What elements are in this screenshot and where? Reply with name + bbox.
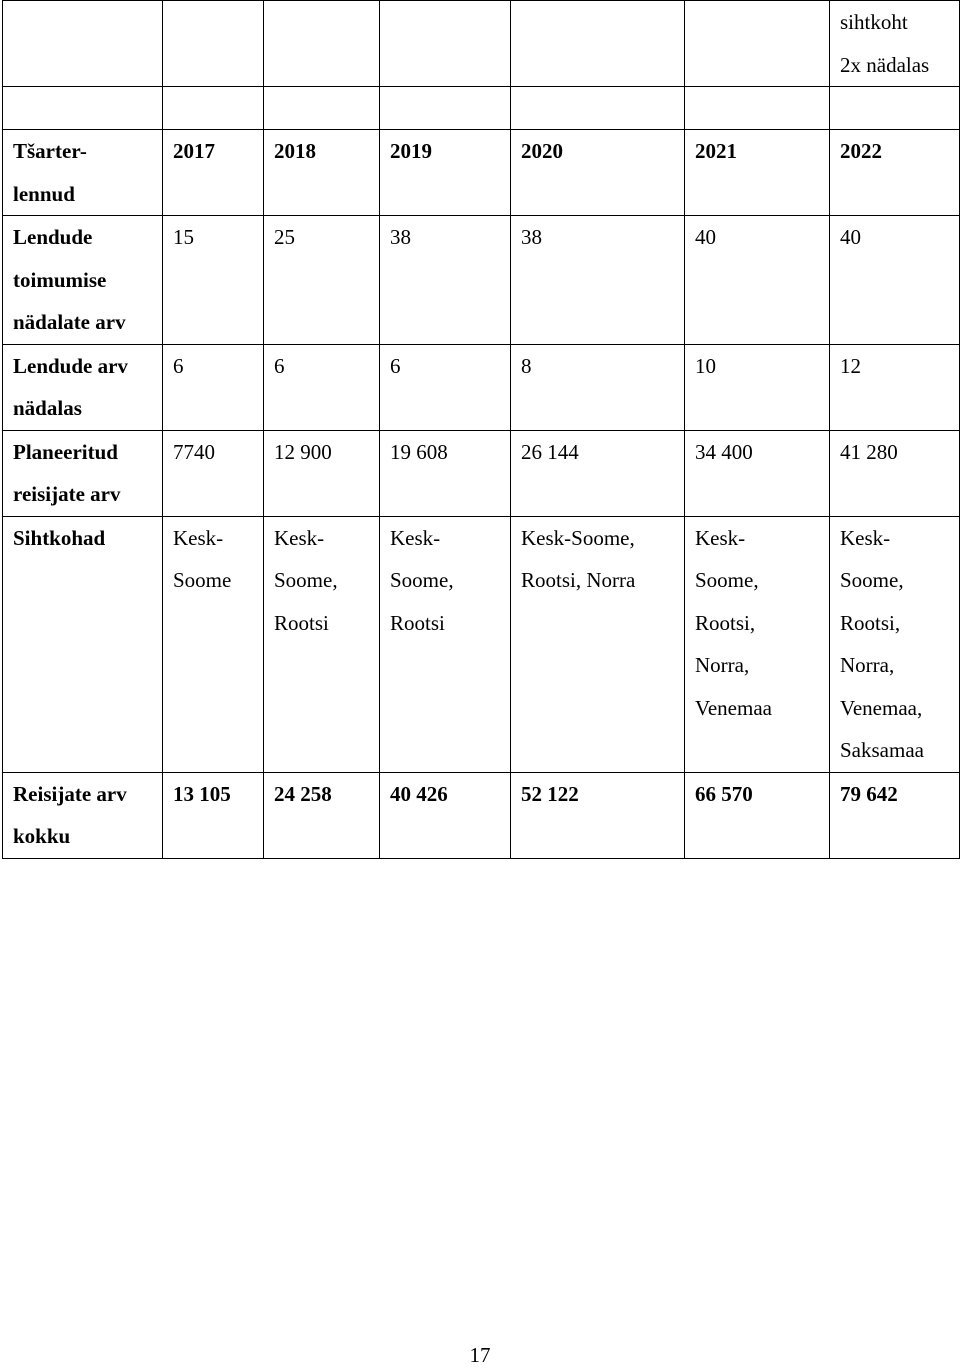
table-row-continuation [3, 1, 960, 87]
table-header-row [3, 130, 960, 216]
value-cell: 8 [511, 344, 685, 430]
value-cell: 25 [264, 216, 380, 345]
table-cell [3, 1, 163, 87]
value-cell: 15 [163, 216, 264, 345]
cell-text-line: Kesk- [840, 525, 891, 550]
value-cell [685, 516, 830, 772]
table-cell [830, 87, 960, 130]
cell-text-line: Sihtkohad [13, 525, 106, 550]
cell-text-line: Rootsi [274, 610, 329, 635]
value-cell: 19 608 [380, 430, 511, 516]
page-number: 17 [469, 1343, 491, 1367]
table-cell [264, 87, 380, 130]
year-header-cell: 2019 [380, 130, 511, 216]
cell-text-line: Rootsi, Norra [521, 568, 636, 592]
value-cell: 12 900 [264, 430, 380, 516]
flights-table [2, 0, 960, 859]
table-row-blank [3, 87, 960, 130]
table-row-destinations [3, 516, 960, 772]
cell-text-line: Soome, [274, 568, 338, 592]
value-cell [380, 516, 511, 772]
table-cell-destination-frequency [830, 1, 960, 87]
year-header-cell: 2018 [264, 130, 380, 216]
cell-text-line: Rootsi [390, 610, 445, 635]
table-cell [685, 1, 830, 87]
cell-text-line: Tšarter- [13, 139, 87, 163]
value-cell: 10 [685, 344, 830, 430]
value-cell [830, 516, 960, 772]
value-cell [163, 516, 264, 772]
value-cell: 79 642 [830, 772, 960, 858]
cell-text-line: Lendude arv [13, 353, 128, 378]
table-row-planned-passengers [3, 430, 960, 516]
table-row-weeks [3, 216, 960, 345]
cell-text-line: Venemaa [695, 695, 772, 720]
value-cell: 6 [163, 344, 264, 430]
row-label-cell [3, 516, 163, 772]
table-cell [264, 1, 380, 87]
cell-text-line: Reisijate arv [13, 781, 127, 806]
table-row-total-passengers [3, 772, 960, 858]
value-cell: 52 122 [511, 772, 685, 858]
cell-text-line: Venemaa, [840, 695, 923, 720]
table-cell [3, 87, 163, 130]
cell-text-line: Soome, [695, 568, 759, 592]
row-label-cell [3, 216, 163, 345]
value-cell [264, 516, 380, 772]
cell-text-line: nädalas [13, 396, 82, 420]
cell-text-line: Kesk- [173, 525, 224, 550]
cell-text-line: Soome, [390, 568, 454, 592]
value-cell: 12 [830, 344, 960, 430]
cell-text-line: Kesk- [695, 525, 746, 550]
cell-text-line: Kesk-Soome, [521, 525, 635, 550]
table-cell [511, 87, 685, 130]
cell-text-line: Norra, [695, 653, 750, 677]
cell-text-line: Saksamaa [840, 738, 924, 762]
cell-text-line: lennud [13, 181, 75, 206]
row-label-cell [3, 772, 163, 858]
header-label-cell [3, 130, 163, 216]
cell-text-line: 2x nädalas [840, 52, 930, 77]
table-cell [380, 87, 511, 130]
value-cell: 66 570 [685, 772, 830, 858]
value-cell: 40 [830, 216, 960, 345]
cell-text-line: toimumise [13, 267, 107, 292]
table-row-flights-per-week [3, 344, 960, 430]
value-cell: 13 105 [163, 772, 264, 858]
cell-text-line: Kesk- [390, 525, 441, 550]
value-cell: 34 400 [685, 430, 830, 516]
value-cell: 38 [380, 216, 511, 345]
year-header-cell: 2022 [830, 130, 960, 216]
cell-text-line: Norra, [840, 653, 895, 677]
table-cell [163, 87, 264, 130]
value-cell: 40 [685, 216, 830, 345]
value-cell: 6 [264, 344, 380, 430]
cell-text-line: kokku [13, 824, 71, 848]
value-cell: 6 [380, 344, 511, 430]
row-label-cell [3, 430, 163, 516]
table-cell [380, 1, 511, 87]
table-cell [163, 1, 264, 87]
value-cell: 38 [511, 216, 685, 345]
cell-text-line: Rootsi, [840, 610, 901, 635]
cell-text-line: Soome [173, 568, 232, 592]
year-header-cell: 2020 [511, 130, 685, 216]
value-cell: 41 280 [830, 430, 960, 516]
value-cell: 24 258 [264, 772, 380, 858]
year-header-cell: 2017 [163, 130, 264, 216]
cell-text-line: reisijate arv [13, 482, 121, 506]
cell-text-line: nädalate arv [13, 310, 126, 334]
table-cell [511, 1, 685, 87]
cell-text-line: Soome, [840, 568, 904, 592]
value-cell: 7740 [163, 430, 264, 516]
year-header-cell: 2021 [685, 130, 830, 216]
cell-text-line: Planeeritud [13, 439, 118, 464]
cell-text-line: sihtkoht [840, 10, 908, 34]
cell-text-line: Rootsi, [695, 610, 756, 635]
cell-text-line: Lendude [13, 225, 93, 249]
value-cell [511, 516, 685, 772]
row-label-cell [3, 344, 163, 430]
value-cell: 26 144 [511, 430, 685, 516]
table-cell [685, 87, 830, 130]
value-cell: 40 426 [380, 772, 511, 858]
cell-text-line: Kesk- [274, 525, 325, 550]
